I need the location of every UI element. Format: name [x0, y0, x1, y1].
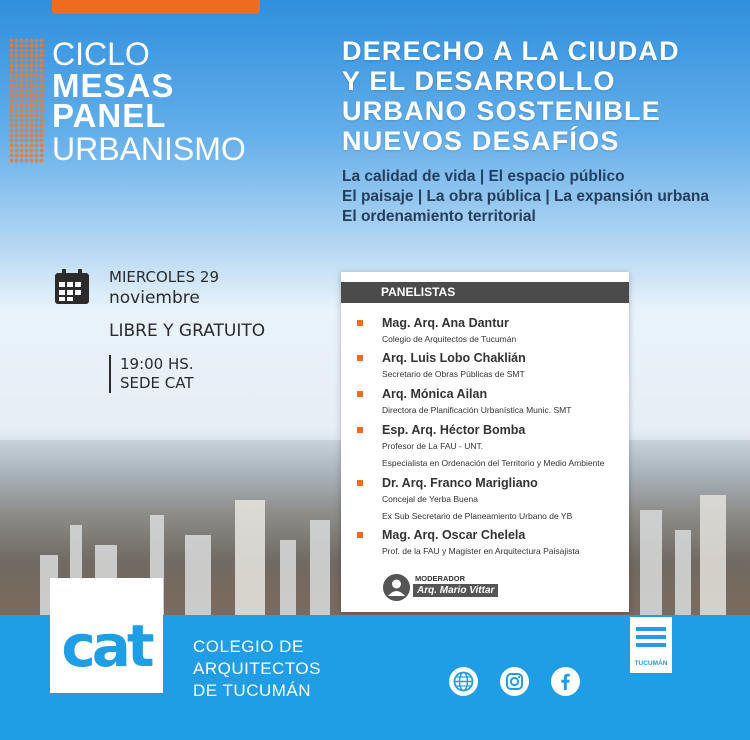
panelist-name: Mag. Arq. Ana Dantur: [382, 316, 509, 330]
globe-icon[interactable]: [449, 667, 478, 696]
bullet-square-icon: [357, 391, 363, 397]
ciclo-line3: PANEL: [52, 97, 167, 134]
bullet-square-icon: [357, 355, 363, 361]
panelist-name: Mag. Arq. Oscar Chelela: [382, 528, 526, 542]
person-icon: [383, 574, 410, 601]
ciclo-line1: CICLO: [52, 36, 150, 72]
topic-line: El ordenamiento territorial: [342, 208, 536, 225]
panelist-name: Arq. Mónica Ailan: [382, 387, 488, 401]
title-line4: NUEVOS DESAFÍOS: [342, 126, 620, 156]
panelist-role: Secretario de Obras Públicas de SMT: [382, 369, 525, 379]
college-name: [193, 636, 321, 702]
topic-line: La calidad de vida | El espacio público: [342, 168, 625, 185]
panelist-role: Prof. de la FAU y Magister en Arquitectura Paisajista: [382, 546, 580, 556]
title-line1: DERECHO A LA CIUDAD: [342, 36, 680, 66]
main-title: [342, 36, 742, 156]
event-time: 19:00 HS.: [120, 355, 194, 373]
panelist-name: Esp. Arq. Héctor Bomba: [382, 423, 526, 437]
college-line1: COLEGIO DE: [193, 637, 304, 656]
ciclo-line4: URBANISMO: [52, 131, 246, 167]
ciclo-line2: MESAS: [52, 67, 175, 104]
tucuman-province-logo: [630, 617, 672, 673]
topics-list: [342, 167, 742, 227]
panelists-card: [341, 272, 629, 612]
event-place: SEDE CAT: [120, 374, 194, 392]
topic-line: El paisaje | La obra pública | La expansión urbana: [342, 188, 709, 205]
calendar-icon: [54, 269, 90, 305]
bullet-square-icon: [357, 532, 363, 538]
moderator-name: Arq. Mario Vittar: [413, 584, 498, 597]
time-place-block: [109, 355, 194, 393]
panelists-header: PANELISTAS: [341, 282, 629, 303]
event-day: MIERCOLES 29: [109, 268, 220, 286]
instagram-icon[interactable]: [500, 667, 529, 696]
bullet-square-icon: [357, 320, 363, 326]
panelist-role: Directora de Planificación Urbanística Munic. SMT: [382, 405, 572, 415]
title-line3: URBANO SOSTENIBLE: [342, 96, 661, 126]
dot-pattern-logo: [9, 38, 45, 164]
event-month: noviembre: [109, 288, 200, 308]
cat-logo-text: cat: [61, 612, 151, 680]
panelist-role: Profesor de La FAU - UNT.: [382, 441, 484, 451]
college-line3: DE TUCUMÁN: [193, 681, 312, 700]
panelist-name: Arq. Luis Lobo Chaklián: [382, 351, 526, 365]
panelist-role: Colegio de Arquitectos de Tucumán: [382, 334, 517, 344]
college-line2: ARQUITECTOS: [193, 659, 321, 678]
bullet-square-icon: [357, 427, 363, 433]
panelist-name: Dr. Arq. Franco Marigliano: [382, 476, 538, 490]
panelist-role: Especialista en Ordenación del Territorio y Medio Ambiente: [382, 458, 605, 468]
facebook-icon[interactable]: [551, 667, 580, 696]
title-line2: Y EL DESARROLLO: [342, 66, 616, 96]
panelist-role: Concejal de Yerba Buena: [382, 494, 478, 504]
top-accent-bar: [52, 0, 260, 14]
moderator-label: MODERADOR: [415, 574, 465, 583]
cat-logo: [50, 578, 163, 693]
bullet-square-icon: [357, 480, 363, 486]
province-label: TUCUMÁN: [634, 660, 668, 667]
panelist-role: Ex Sub Secretario de Planeamiento Urbano de YB: [382, 511, 573, 521]
event-price: LIBRE Y GRATUITO: [109, 321, 266, 341]
